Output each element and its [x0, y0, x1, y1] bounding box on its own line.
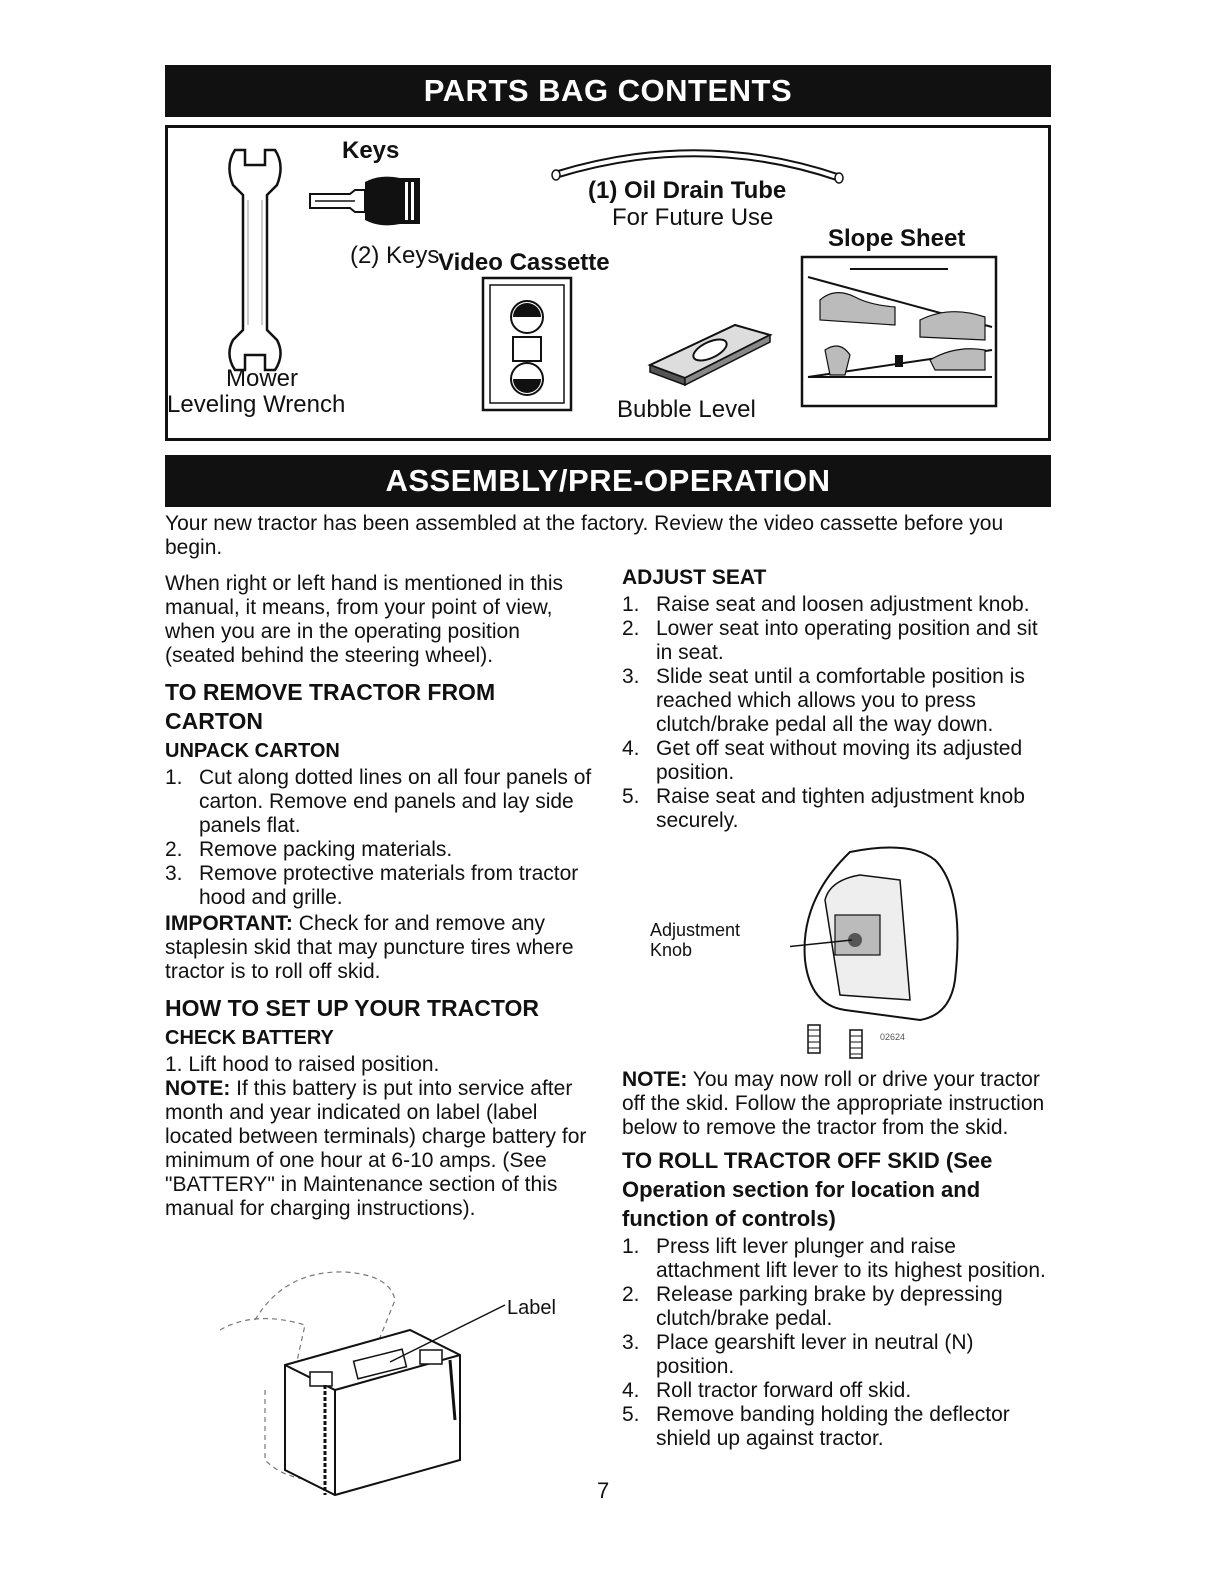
assembly-intro: Your new tractor has been assembled at the factory. Review the video cassette before you begin. [165, 512, 1004, 559]
key-icon [305, 172, 435, 232]
battery-note: NOTE: If this battery is put into service after month and year indicated on label (label located between terminals) charge battery for minimum of one hour at 6-10 amps. (See "BATTERY" in Maintenance section of this manual for charging instructions). [165, 1077, 587, 1220]
adjust-seat-heading: ADJUST SEAT [622, 566, 767, 589]
right-column-bottom [622, 1068, 1052, 1453]
adjustment-knob-label: Adjustment Knob [650, 920, 741, 960]
battery-step: 1. Lift hood to raised position. [165, 1053, 440, 1076]
handedness-paragraph: When right or left hand is mentioned in this manual, it means, from your point of view, when you are in the operating position (seated behind the steering wheel). [165, 572, 564, 667]
list-item: 2. Remove packing materials. [165, 838, 453, 861]
page-number: 7 [597, 1478, 610, 1503]
assembly-header: ASSEMBLY/PRE-OPERATION [165, 455, 1051, 507]
wrench-label-line2: Leveling Wrench [167, 391, 346, 418]
roll-off-skid-heading: TO ROLL TRACTOR OFF SKID (See Operation section for location and function of controls) [622, 1148, 993, 1231]
list-item: 2. Release parking brake by depressing clutch/brake pedal. [622, 1283, 1003, 1330]
oil-drain-tube-label: (1) Oil Drain Tube [588, 177, 787, 204]
list-item: 3. Slide seat until a comfortable position is reached which allows you to press clutch/brake pedal all the way down. [622, 665, 1025, 736]
roll-off-steps [622, 1235, 1052, 1451]
keys-count-label: (2) Keys [350, 242, 440, 269]
bubble-level-label: Bubble Level [617, 396, 756, 423]
figure-code: 02624 [880, 1032, 906, 1042]
list-item: 5. Remove banding holding the deflector shield up against tractor. [622, 1403, 1010, 1450]
remove-tractor-heading: TO REMOVE TRACTOR FROM CARTON [165, 679, 496, 734]
right-column-top [622, 563, 1052, 835]
battery-label-callout: Label [507, 1297, 556, 1319]
keys-title: Keys [342, 137, 400, 164]
video-cassette-icon [480, 275, 575, 415]
list-item: 4. Get off seat without moving its adjusted position. [622, 737, 1023, 784]
bubble-level-icon [640, 310, 780, 390]
important-note: IMPORTANT: Check for and remove any staplesin skid that may puncture tires where tractor is to roll off skid. [165, 912, 574, 983]
setup-tractor-heading: HOW TO SET UP YOUR TRACTOR [165, 995, 539, 1021]
list-item: 1. Raise seat and loosen adjustment knob. [622, 593, 1030, 616]
list-item: 3. Place gearshift lever in neutral (N) position. [622, 1331, 974, 1378]
skid-note: NOTE: You may now roll or drive your tractor off the skid. Follow the appropriate instruction below to remove the tractor from the skid. [622, 1068, 1045, 1139]
slope-sheet-icon [800, 255, 1000, 410]
adjust-seat-steps [622, 593, 1052, 833]
video-cassette-label: Video Cassette [438, 249, 610, 276]
list-item: 3. Remove protective materials from tractor hood and grille. [165, 862, 579, 909]
slope-sheet-label: Slope Sheet [828, 225, 966, 252]
leveling-wrench-icon [215, 140, 295, 380]
unpack-steps [165, 766, 595, 910]
parts-bag-header: PARTS BAG CONTENTS [165, 65, 1051, 117]
oil-drain-tube-sublabel: For Future Use [612, 204, 774, 231]
list-item: 1. Cut along dotted lines on all four panels of carton. Remove end panels and lay side panels flat. [165, 766, 592, 837]
list-item: 2. Lower seat into operating position and sit in seat. [622, 617, 1038, 664]
wrench-label-line1: Mower [226, 365, 299, 392]
unpack-carton-heading: UNPACK CARTON [165, 740, 340, 762]
list-item: 1. Press lift lever plunger and raise attachment lift lever to its highest position. [622, 1235, 1046, 1282]
list-item: 5. Raise seat and tighten adjustment knob securely. [622, 785, 1025, 832]
list-item: 4. Roll tractor forward off skid. [622, 1379, 912, 1402]
check-battery-heading: CHECK BATTERY [165, 1027, 334, 1049]
left-column [165, 572, 595, 1231]
battery-illustration [215, 1260, 545, 1505]
